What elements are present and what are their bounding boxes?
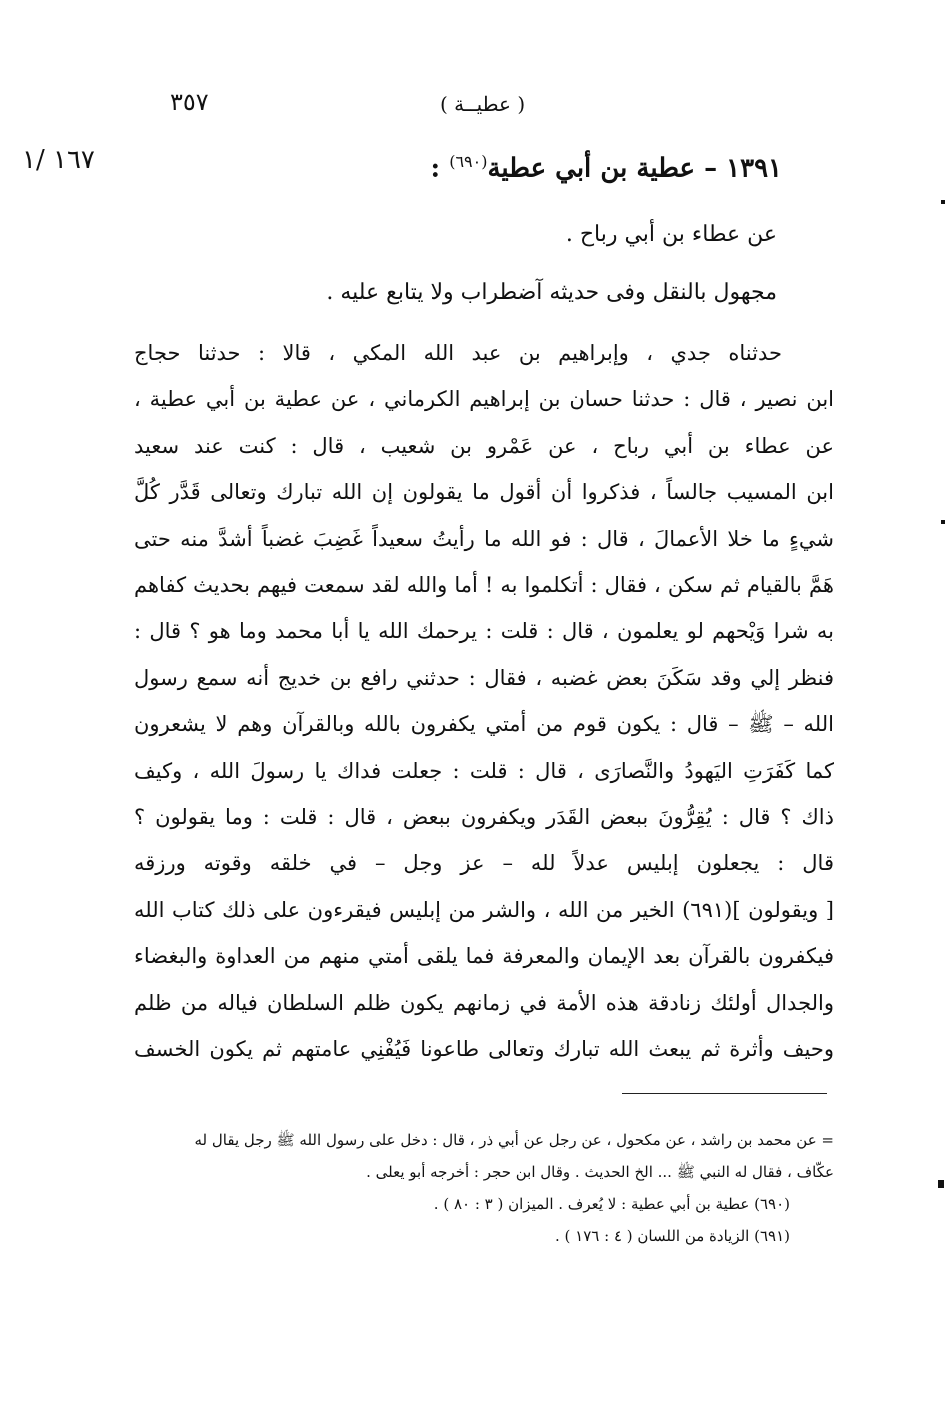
body-line: الله – ﷺ – قال : يكون قوم من أمتي يكفرون بالله وبالقرآن وهم لا يشعرون — [134, 712, 834, 737]
body-line: فنظر إلي وقد سَكَنَ بعض غضبه ، فقال : حدثني رافع بن خديج أنه سمع رسول — [134, 665, 834, 690]
scan-edge-mark — [941, 200, 945, 204]
footnote-690: (٦٩٠) عطية بن أبي عطية : لا يُعرف . الميزان ( ٣ : ٨٠ ) . — [433, 1195, 790, 1213]
footnote-separator — [622, 1093, 827, 1094]
body-line: به شرا وَيْحهم لو يعلمون ، قال : قلت : يرحمك الله يا أبا محمد وما هو ؟ قال : — [134, 619, 834, 644]
body-line: كما كَفَرَتِ اليَهودُ والنَّصارَى ، قال : قلت : جعلت فداك يا رسولَ الله ، وكيف — [134, 758, 834, 783]
body-line: عن عطاء بن أبي رباح ، عن عَمْرو بن شعيب ، قال : كنت عند سعيد — [134, 433, 834, 458]
body-line: والجدال أولئك زنادقة هذه الأمة في زمانهم يكون ظلم السلطان فياله من ظلم — [134, 990, 834, 1015]
entry-judgement-line: مجهول بالنقل وفى حديثه آضطراب ولا يتابع عليه . — [326, 280, 777, 305]
body-line: حدثناه جدي ، وإبراهيم بن عبد الله المكي ، قالا : حدثنا حجاج — [134, 341, 782, 365]
running-header: ( عطيــة ) — [440, 92, 526, 116]
footnote-continuation-line: عكّاف ، فقال له النبي ﷺ ... الخ الحديث . وقال ابن حجر : أخرجه أبو يعلى . — [366, 1163, 834, 1181]
body-line: هَمَّ بالقيام ثم سكن ، فقال : أتكلموا به ! أما والله لقد سمعت فيهم بحديث كفاهم — [134, 573, 834, 598]
scan-edge-mark — [938, 1180, 944, 1188]
body-line: فيكفرون بالقرآن بعد الإيمان والمعرفة فما يلقى أمتي منهم من العداوة والبغضاء — [134, 944, 834, 969]
entry-narrator-line: عن عطاء بن أبي رباح . — [565, 222, 777, 247]
entry-title-colon: : — [430, 153, 441, 184]
body-line: قال : يجعلون إبليس عدلاً لله – عز وجل – في خلقه وقوته ورزقه — [134, 851, 834, 876]
page-number: ٣٥٧ — [170, 88, 209, 116]
body-line: ذاك ؟ قال : يُقِرُّونَ ببعض القَدَر ويكفرون ببعض ، قال : قلت : وما يقولون ؟ — [134, 805, 834, 830]
footnote-mark-690: (٦٩٠) — [449, 152, 488, 171]
body-line: [ ويقولون ](٦٩١) الخير من الله ، والشر من إبليس فيقرءون على ذلك كتاب الله — [134, 897, 834, 922]
footnotes — [134, 1124, 834, 1252]
body-line: ابن نصير ، قال : حدثنا حسان بن إبراهيم الكرماني ، عن عطية بن أبي عطية ، — [134, 387, 834, 412]
footnote-691: (٦٩١) الزيادة من اللسان ( ٤ : ١٧٦ ) . — [555, 1227, 790, 1245]
body-line: وحيف وأثرة ثم يبعث الله تبارك وتعالى طاعونا فَيُفْنِي عامتهم ثم يكون الخسف — [134, 1037, 834, 1062]
footnote-continuation-line: = عن محمد بن راشد ، عن مكحول ، عن رجل عن أبي ذر ، قال : دخل على رسول الله ﷺ رجل يقال له — [194, 1131, 834, 1149]
hadith-body — [134, 330, 834, 1073]
body-line: ابن المسيب جالساً ، فذكروا أن أقول ما يقولون إن الله تبارك وتعالى قَدَّر كُلَّ — [134, 480, 834, 505]
margin-reference: ١٦٧ /١ — [22, 145, 95, 175]
entry-title — [142, 152, 782, 184]
body-line: شيءٍ ما خلا الأعمالَ ، قال : فو الله ما رأيتُ سعيداً غَضِبَ غضباً أشدَّ منه حتى — [134, 526, 834, 551]
entry-number-and-name: ١٣٩١ – عطية بن أبي عطية — [487, 153, 782, 184]
scan-edge-mark — [941, 520, 945, 524]
